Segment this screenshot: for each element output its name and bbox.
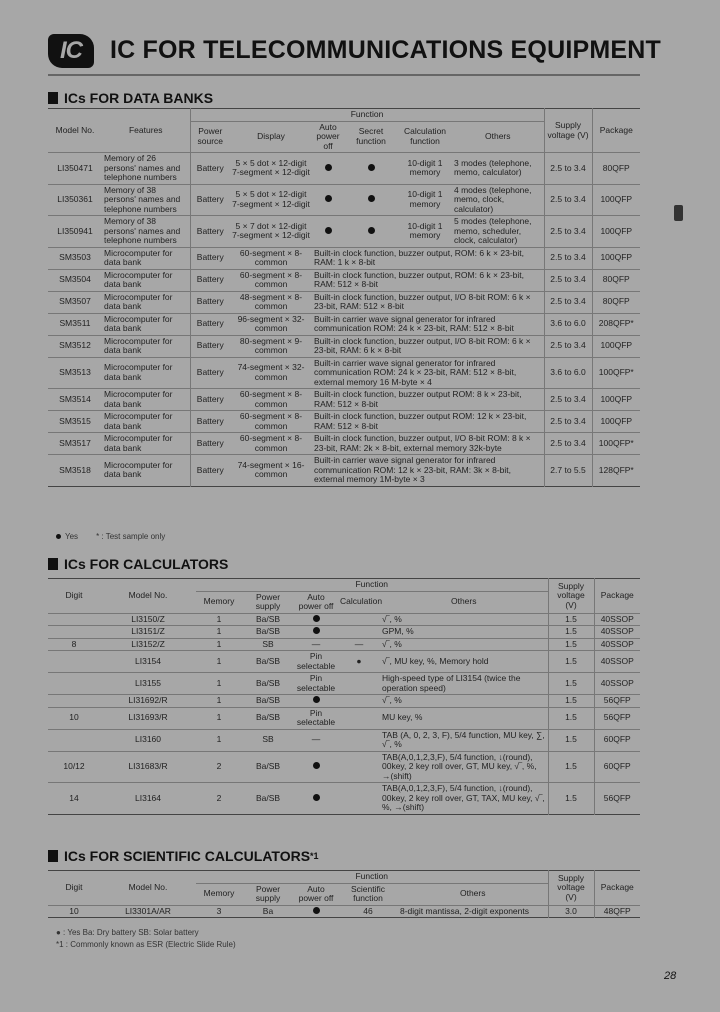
digit-cell: 10: [69, 712, 79, 723]
table-row: [48, 153, 640, 185]
others-cell: TAB (A, 0, 2, 3, F), 5/4 function, MU key, ∑, √‾, %: [382, 729, 545, 749]
calculation-cell: 10-digit 1 memory: [407, 157, 443, 178]
detail-cell: Built-in clock function, buzzer output ROM: 12 k × 23-bit, RAM: 512 × 8-bit: [314, 411, 527, 431]
voltage-cell: 2.5 to 3.4: [544, 291, 592, 313]
auto-power-off-cell: [294, 783, 338, 815]
package-cell: 100QFP*: [592, 357, 640, 389]
yes-dot-icon: [313, 615, 320, 622]
calc-col-others: Others: [450, 596, 477, 607]
data-banks-heading: ICs FOR DATA BANKS: [48, 90, 213, 106]
package-cell: 40SSOP: [594, 613, 640, 626]
detail-cell: Built-in clock function, buzzer output, I/O 8-bit ROM: 6 k × 23-bit, RAM: 6 k × 8-bit: [314, 335, 531, 355]
yes-dot-icon: [313, 762, 320, 769]
calc-col-model: Model No.: [128, 590, 168, 600]
scientific-footnote-legend: ● : Yes Ba: Dry battery SB: Solar battery: [56, 928, 199, 937]
display-cell: 60-segment × 8-common: [239, 269, 303, 289]
others-cell: √‾, %: [382, 695, 402, 705]
yes-dot-icon: [368, 227, 375, 234]
calc-col-calculation: Calculation: [340, 596, 383, 607]
others-cell: 5 modes (telephone, memo, scheduler, clock, calculator): [454, 216, 532, 245]
power-cell: Battery: [196, 393, 224, 404]
features-cell: Memory of 26 persons' names and telephone numbers: [102, 153, 190, 185]
power-supply-cell: SB: [262, 734, 274, 745]
scientific-footnote-esr: *1 : Commonly known as ESR (Electric Slide Rule): [56, 940, 236, 949]
sci-col-power-supply: Power supply: [255, 883, 281, 903]
sci-col-supply-voltage: Supply voltage (V): [548, 871, 594, 906]
memory-cell: 1: [216, 626, 222, 636]
voltage-cell: 1.5: [548, 729, 594, 751]
power-supply-cell: Ba/SB: [255, 695, 281, 705]
model-cell: LI3152/Z: [131, 638, 165, 649]
package-cell: 40SSOP: [594, 638, 640, 651]
features-cell: Microcomputer for data bank: [102, 389, 190, 411]
table-row: [48, 335, 640, 357]
model-cell: SM3504: [59, 274, 91, 285]
secret-function-cell: [344, 184, 398, 216]
features-cell: Microcomputer for data bank: [102, 357, 190, 389]
display-cell: 5 × 5 dot × 12-digit 7-segment × 12-digit: [232, 157, 310, 178]
section-square-icon: [48, 558, 58, 570]
auto-power-off-cell: —: [311, 638, 321, 649]
model-cell: LI3154: [135, 655, 161, 666]
model-cell: SM3512: [59, 340, 91, 351]
others-cell: √‾, MU key, %, Memory hold: [382, 655, 489, 666]
model-cell: SM3513: [59, 367, 91, 377]
detail-cell: Built-in clock function, buzzer output, I/O 8-bit ROM: 6 k × 23-bit, RAM: 512 × 8-bit: [314, 291, 531, 311]
voltage-cell: 2.5 to 3.4: [544, 411, 592, 433]
table-row: [48, 673, 640, 695]
package-cell: 60QFP: [594, 729, 640, 751]
power-supply-cell: Ba/SB: [255, 761, 281, 771]
auto-power-off-cell: [294, 626, 338, 639]
memory-cell: 1: [216, 712, 222, 723]
power-cell: Battery: [196, 318, 224, 329]
display-cell: 74-segment × 32-common: [237, 362, 305, 382]
table-row: [48, 269, 640, 291]
sci-col-scientific-function: Scientific function: [350, 883, 385, 903]
calculation-cell: [338, 729, 380, 751]
model-cell: LI31683/R: [128, 761, 168, 771]
others-cell: GPM, %: [382, 626, 414, 636]
table-row: [48, 247, 640, 269]
auto-power-off-cell: Pin selectable: [296, 707, 336, 727]
voltage-cell: 2.5 to 3.4: [544, 269, 592, 291]
table-row: [48, 389, 640, 411]
model-cell: LI31693/R: [128, 712, 168, 723]
calc-col-digit: Digit: [65, 590, 83, 600]
voltage-cell: 1.5: [548, 651, 594, 673]
table-row: [48, 613, 640, 626]
power-cell: Battery: [196, 162, 224, 173]
features-cell: Microcomputer for data bank: [102, 291, 190, 313]
voltage-cell: 1.5: [548, 783, 594, 815]
detail-cell: Built-in carrier wave signal generator for infrared communication ROM: 12 k × 23-bit, RAM: 3k × 8-bit, external memory 1M-byte × 3: [314, 455, 511, 484]
package-cell: 56QFP: [594, 783, 640, 815]
power-supply-cell: Ba: [262, 905, 274, 916]
voltage-cell: 2.5 to 3.4: [544, 335, 592, 357]
power-supply-cell: Ba/SB: [255, 626, 281, 636]
voltage-cell: 2.5 to 3.4: [544, 433, 592, 455]
voltage-cell: 2.5 to 3.4: [544, 247, 592, 269]
model-cell: SM3503: [59, 252, 91, 263]
features-cell: Memory of 38 persons' names and telephone numbers: [102, 216, 190, 248]
calc-col-power-supply: Power supply: [255, 591, 281, 611]
col-package: Package: [592, 109, 640, 153]
table-row: [48, 707, 640, 729]
calculation-cell: [338, 783, 380, 815]
memory-cell: 1: [216, 677, 222, 688]
features-cell: Memory of 38 persons' names and telephone numbers: [102, 184, 190, 216]
package-cell: 208QFP*: [592, 313, 640, 335]
table-row: [48, 357, 640, 389]
sci-col-digit: Digit: [65, 882, 83, 892]
scientific-heading: ICs FOR SCIENTIFIC CALCULATORS *1: [48, 848, 319, 864]
power-cell: Battery: [196, 252, 224, 263]
calc-col-supply-voltage: Supply voltage (V): [548, 579, 594, 614]
calculation-cell: [338, 613, 380, 626]
model-cell: SM3518: [59, 464, 91, 475]
table-row: [48, 455, 640, 487]
auto-power-off-cell: —: [311, 734, 321, 745]
model-cell: SM3507: [59, 296, 91, 307]
features-cell: Microcomputer for data bank: [102, 335, 190, 357]
col-model: Model No.: [55, 124, 95, 135]
others-cell: TAB(A,0,1,2,3,F), 5/4 function, ↓(round), 00key, 2 key roll over, GT, TAX, MU key, √‾, %, →(shift): [382, 783, 545, 812]
memory-cell: 1: [216, 655, 222, 666]
sci-col-others: Others: [459, 888, 486, 899]
features-cell: Microcomputer for data bank: [102, 455, 190, 487]
model-cell: LI350361: [57, 194, 93, 204]
auto-power-off-cell: [312, 184, 344, 216]
detail-cell: Built-in clock function, buzzer output, ROM: 6 k × 23-bit, RAM: 512 × 8-bit: [314, 269, 524, 289]
detail-cell: Built-in carrier wave signal generator for infrared communication ROM: 24 k × 23-bit, RAM: 512 × 8-bit: [314, 313, 514, 333]
power-cell: Battery: [196, 437, 224, 448]
col-power-source: Power source: [197, 126, 223, 146]
table-row: [48, 411, 640, 433]
digit-cell: [48, 673, 100, 695]
voltage-cell: 2.5 to 3.4: [544, 216, 592, 248]
package-cell: 56QFP: [594, 707, 640, 729]
table-row: [48, 313, 640, 335]
col-supply-voltage: Supply voltage (V): [544, 109, 592, 153]
page-number: 28: [664, 970, 677, 982]
package-cell: 100QFP: [592, 247, 640, 269]
memory-cell: 1: [216, 613, 222, 624]
table-row: [48, 905, 640, 918]
features-cell: Microcomputer for data bank: [102, 433, 190, 455]
others-cell: 4 modes (telephone, memo, clock, calculator): [454, 184, 532, 214]
power-cell: Battery: [196, 367, 224, 377]
auto-power-off-cell: Pin selectable: [296, 673, 336, 693]
sci-col-model: Model No.: [128, 882, 168, 892]
digit-cell: 10: [69, 905, 79, 916]
table-row: [48, 291, 640, 313]
data-banks-footnote: Yes * : Test sample only: [56, 532, 165, 541]
calc-col-memory: Memory: [203, 596, 235, 607]
package-cell: 128QFP*: [592, 455, 640, 487]
sci-col-function: Function: [196, 871, 548, 884]
table-row: [48, 638, 640, 651]
auto-power-off-cell: [294, 613, 338, 626]
others-cell: MU key, %: [382, 712, 423, 723]
memory-cell: 1: [216, 695, 222, 705]
table-row: [48, 751, 640, 783]
memory-cell: 3: [216, 905, 222, 916]
calculators-heading: ICs FOR CALCULATORS: [48, 556, 228, 572]
calculation-cell: ●: [356, 655, 362, 666]
digit-cell: [48, 695, 100, 708]
voltage-cell: 1.5: [548, 751, 594, 783]
sci-col-memory: Memory: [203, 888, 235, 899]
col-calculation-function: Calculation function: [403, 126, 447, 146]
yes-dot-icon: [313, 627, 320, 634]
detail-cell: Built-in clock function, buzzer output ROM: 8 k × 23-bit, RAM: 512 × 8-bit: [314, 389, 522, 409]
power-cell: Battery: [196, 225, 224, 236]
auto-power-off-cell: [312, 216, 344, 248]
others-cell: √‾, %: [382, 638, 402, 649]
features-cell: Microcomputer for data bank: [102, 411, 190, 433]
package-cell: 80QFP: [592, 291, 640, 313]
others-cell: 8-digit mantissa, 2-digit exponents: [400, 905, 529, 916]
package-cell: 80QFP: [592, 153, 640, 185]
col-display: Display: [257, 131, 285, 141]
detail-cell: Built-in clock function, buzzer output, I/O 8-bit ROM: 8 k × 23-bit, RAM: 2k × 8-bit, external memory 32k-byte: [314, 433, 531, 453]
calculation-cell: 10-digit 1 memory: [407, 189, 443, 209]
others-cell: 3 modes (telephone, memo, calculator): [454, 157, 532, 178]
power-cell: Battery: [196, 296, 224, 307]
table-row: [48, 651, 640, 673]
model-cell: SM3511: [59, 318, 91, 329]
yes-dot-icon: [313, 907, 320, 914]
memory-cell: 1: [216, 734, 222, 745]
features-cell: Microcomputer for data bank: [102, 313, 190, 335]
display-cell: 5 × 7 dot × 12-digit 7-segment × 12-digit: [232, 220, 310, 241]
auto-power-off-cell: [312, 153, 344, 185]
model-cell: LI31692/R: [128, 695, 168, 705]
sci-col-auto-power-off: Auto power off: [298, 883, 334, 903]
voltage-cell: 2.5 to 3.4: [544, 153, 592, 185]
digit-cell: 8: [71, 638, 77, 649]
detail-cell: Built-in clock function, buzzer output, ROM: 6 k × 23-bit, RAM: 1 k × 8-bit: [314, 247, 524, 267]
package-cell: 48QFP: [594, 905, 640, 918]
secret-function-cell: [344, 216, 398, 248]
voltage-cell: 2.5 to 3.4: [544, 184, 592, 216]
display-cell: 74-segment × 16-common: [237, 459, 305, 480]
features-cell: Microcomputer for data bank: [102, 247, 190, 269]
package-cell: 56QFP: [594, 695, 640, 708]
yes-dot-icon: [325, 227, 332, 234]
model-cell: SM3514: [59, 393, 91, 404]
yes-dot-icon: [368, 164, 375, 171]
yes-dot-icon: [325, 164, 332, 171]
package-cell: 100QFP*: [592, 433, 640, 455]
model-cell: LI3155: [135, 677, 161, 688]
package-cell: 40SSOP: [594, 651, 640, 673]
scientific-table: [48, 870, 640, 918]
voltage-cell: 3.6 to 6.0: [544, 357, 592, 389]
sci-col-package: Package: [594, 871, 640, 906]
model-cell: SM3515: [59, 415, 91, 426]
calculation-cell: 10-digit 1 memory: [407, 220, 443, 241]
col-features: Features: [102, 109, 190, 153]
auto-power-off-cell: Pin selectable: [296, 651, 336, 671]
side-tab-mark: [674, 205, 683, 221]
section-square-icon: [48, 92, 58, 104]
auto-power-off-cell: [294, 905, 338, 918]
yes-dot-icon: [313, 794, 320, 801]
model-cell: LI3160: [135, 734, 161, 745]
package-cell: 100QFP: [592, 389, 640, 411]
voltage-cell: 2.5 to 3.4: [544, 389, 592, 411]
power-cell: Battery: [196, 340, 224, 351]
table-row: [48, 626, 640, 639]
voltage-cell: 1.5: [548, 638, 594, 651]
table-row: [48, 783, 640, 815]
power-supply-cell: Ba/SB: [255, 613, 281, 624]
table-row: [48, 216, 640, 248]
table-row: [48, 184, 640, 216]
others-cell: √‾, %: [382, 613, 402, 624]
power-cell: Battery: [196, 415, 224, 426]
display-cell: 48-segment × 8-common: [239, 291, 303, 311]
others-cell: TAB(A,0,1,2,3,F), 5/4 function, ↓(round), 00key, 2 key roll over, GT, MU key, √‾, %, →(shift): [382, 751, 537, 781]
package-cell: 100QFP: [592, 216, 640, 248]
power-cell: Battery: [196, 194, 224, 204]
package-cell: 100QFP: [592, 335, 640, 357]
package-cell: 100QFP: [592, 184, 640, 216]
package-cell: 40SSOP: [594, 626, 640, 639]
calculation-cell: [338, 751, 380, 783]
title-divider: [48, 74, 640, 76]
calc-col-auto-power-off: Auto power off: [298, 591, 334, 611]
display-cell: 60-segment × 8-common: [239, 411, 303, 431]
display-cell: 5 × 5 dot × 12-digit 7-segment × 12-digit: [232, 189, 310, 209]
calculation-cell: [338, 673, 380, 695]
col-function: Function: [190, 109, 544, 122]
calculation-cell: —: [354, 638, 364, 649]
model-cell: LI350941: [57, 225, 93, 236]
calculation-cell: [338, 626, 380, 639]
digit-cell: 10/12: [63, 761, 85, 771]
voltage-cell: 1.5: [548, 695, 594, 708]
model-cell: LI3301A/AR: [125, 905, 171, 916]
power-supply-cell: Ba/SB: [255, 712, 281, 723]
secret-function-cell: [344, 153, 398, 185]
voltage-cell: 1.5: [548, 613, 594, 626]
voltage-cell: 1.5: [548, 626, 594, 639]
yes-dot-icon: [368, 195, 375, 202]
memory-cell: 1: [216, 638, 222, 649]
ic-logo: IC: [48, 34, 94, 68]
page-title: IC FOR TELECOMMUNICATIONS EQUIPMENT: [110, 36, 661, 64]
calculators-table: [48, 578, 640, 815]
table-row: [48, 433, 640, 455]
display-cell: 60-segment × 8-common: [239, 389, 303, 409]
voltage-cell: 1.5: [548, 673, 594, 695]
display-cell: 60-segment × 8-common: [239, 433, 303, 453]
voltage-cell: 2.7 to 5.5: [544, 455, 592, 487]
model-cell: LI3164: [135, 792, 161, 803]
display-cell: 60-segment × 8-common: [239, 247, 303, 267]
package-cell: 60QFP: [594, 751, 640, 783]
digit-cell: [48, 651, 100, 673]
col-others: Others: [485, 131, 511, 141]
display-cell: 96-segment × 32-common: [237, 313, 305, 333]
power-supply-cell: Ba/SB: [255, 655, 281, 666]
detail-cell: Built-in carrier wave signal generator for infrared communication ROM: 24 k × 23-bit, RAM: 512 × 8-bit, external memory 16 M-byte × 4: [314, 357, 517, 387]
digit-cell: [48, 613, 100, 626]
table-row: [48, 729, 640, 751]
data-banks-table: [48, 108, 640, 487]
calc-col-package: Package: [594, 579, 640, 614]
model-cell: LI350471: [57, 162, 93, 173]
calc-col-function: Function: [196, 579, 548, 592]
digit-cell: 14: [69, 792, 79, 803]
section-square-icon: [48, 850, 58, 862]
digit-cell: [48, 729, 100, 751]
voltage-cell: 3.0: [548, 905, 594, 918]
voltage-cell: 3.6 to 6.0: [544, 313, 592, 335]
col-secret-function: Secret function: [356, 126, 386, 146]
package-cell: 80QFP: [592, 269, 640, 291]
model-cell: LI3151/Z: [131, 626, 165, 636]
voltage-cell: 1.5: [548, 707, 594, 729]
calculation-cell: [338, 707, 380, 729]
yes-dot-icon: [313, 696, 320, 703]
memory-cell: 2: [216, 761, 222, 771]
model-cell: SM3517: [59, 437, 91, 448]
power-supply-cell: SB: [262, 638, 274, 649]
yes-dot-icon: [56, 534, 61, 539]
memory-cell: 2: [216, 792, 222, 803]
display-cell: 80-segment × 9-common: [239, 335, 303, 355]
table-row: [48, 695, 640, 708]
others-cell: High-speed type of LI3154 (twice the operation speed): [382, 673, 521, 693]
power-supply-cell: Ba/SB: [255, 677, 281, 688]
col-auto-power-off: Auto power off: [316, 121, 340, 151]
package-cell: 100QFP: [592, 411, 640, 433]
power-supply-cell: Ba/SB: [255, 792, 281, 803]
scientific-function-cell: 46: [363, 905, 373, 916]
package-cell: 40SSOP: [594, 673, 640, 695]
digit-cell: [48, 626, 100, 639]
model-cell: LI3150/Z: [131, 613, 165, 624]
features-cell: Microcomputer for data bank: [102, 269, 190, 291]
power-cell: Battery: [196, 464, 224, 475]
power-cell: Battery: [196, 274, 224, 285]
auto-power-off-cell: [294, 695, 338, 708]
calculation-cell: [338, 695, 380, 708]
yes-dot-icon: [325, 195, 332, 202]
auto-power-off-cell: [294, 751, 338, 783]
